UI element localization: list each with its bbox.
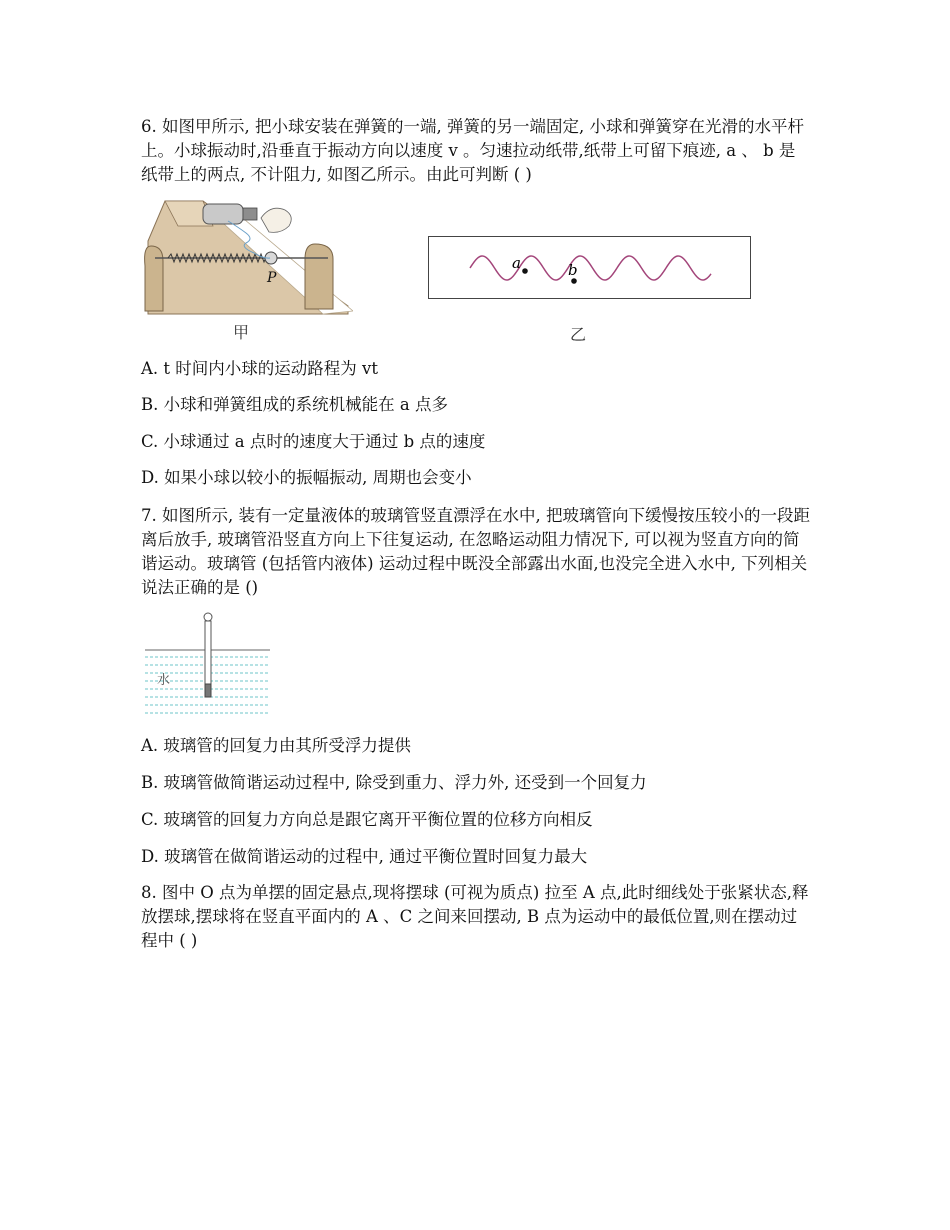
q7-option-b: B. 玻璃管做简谐运动过程中, 除受到重力、浮力外, 还受到一个回复力	[141, 773, 647, 792]
q6-point-b-label: b	[568, 261, 578, 279]
q6-point-a-label: a	[512, 254, 521, 272]
q6-option-a: A. t 时间内小球的运动路程为 vt	[141, 359, 378, 378]
q6-option-c: C. 小球通过 a 点时的速度大于通过 b 点的速度	[141, 432, 486, 451]
q6-label-p: P	[267, 270, 277, 286]
q6-caption-right: 乙	[570, 325, 587, 344]
q6-point-b-dot	[571, 278, 577, 284]
q8-stem: 8. 图中 O 点为单摆的固定悬点,现将摆球 (可视为质点) 拉至 A 点,此时细线处于张紧状态,释放摆球,摆球将在竖直平面内的 A 、C 之间来回摆动, B 点为运动中的最低位置,则在摆动过程中 ( )	[141, 883, 809, 950]
q6-figure-right	[428, 236, 752, 300]
q6-caption-left: 甲	[233, 323, 250, 342]
q7-option-c: C. 玻璃管的回复力方向总是跟它离开平衡位置的位移方向相反	[141, 810, 593, 829]
q7-stem: 7. 如图所示, 装有一定量液体的玻璃管竖直漂浮在水中, 把玻璃管向下缓慢按压较小的一段距离后放手, 玻璃管沿竖直方向上下往复运动, 在忽略运动阻力情况下, 可以视为竖直方向的简谐运动。玻璃管 (包括管内液体) 运动过程中既没全部露出水面,也没完全进入水中, 下列相关说法正确的是 ()	[141, 506, 810, 597]
q7-option-a: A. 玻璃管的回复力由其所受浮力提供	[141, 736, 411, 755]
q6-option-d: D. 如果小球以较小的振幅振动, 周期也会变小	[141, 468, 472, 487]
q6-point-a-dot	[522, 268, 528, 274]
q6-option-b: B. 小球和弹簧组成的系统机械能在 a 点多	[141, 395, 448, 414]
q7-option-d: D. 玻璃管在做简谐运动的过程中, 通过平衡位置时回复力最大	[141, 847, 588, 866]
q7-figure	[143, 610, 273, 720]
q6-figure-left	[143, 196, 353, 318]
q6-stem: 6. 如图甲所示, 把小球安装在弹簧的一端, 弹簧的另一端固定, 小球和弹簧穿在光滑的水平杆上。小球振动时,沿垂直于振动方向以速度 v 。匀速拉动纸带,纸带上可留下痕迹, a 、 b 是纸带上的两点, 不计阻力, 如图乙所示。由此可判断 ( )	[141, 117, 804, 184]
q7-water-label: 水	[157, 673, 171, 688]
